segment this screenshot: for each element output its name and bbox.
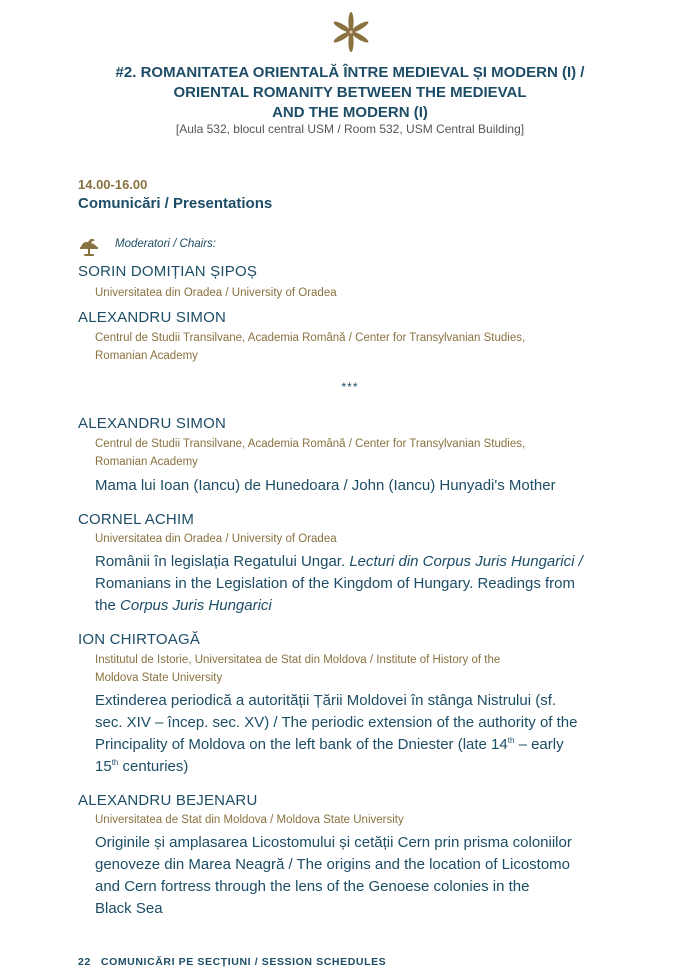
session-title-line: #2. ROMANITATEA ORIENTALĂ ÎNTRE MEDIEVAL ȘI MODERN (I) /: [115, 64, 585, 81]
title-text-italic: Corpus Juris Hungarici: [120, 597, 272, 614]
affiliation-line: Centrul de Studii Transilvane, Academia Română / Center for Transylvanian Studies,: [95, 438, 526, 450]
title-text: the: [95, 597, 121, 614]
chair-affiliation: Universitatea din Oradea / University of Oradea: [95, 287, 337, 299]
affiliation-line: Centrul de Studii Transilvane, Academia Română / Center for Transylvanian Studies,: [95, 332, 526, 344]
presenter-affiliation: Universitatea de Stat din Moldova / Moldova State University: [95, 814, 404, 826]
lectern-icon: [78, 236, 100, 258]
gold-six-petal-star-icon: [333, 12, 369, 52]
affiliation-line: Institutul de Istorie, Universitatea de Stat din Moldova / Institute of History of the: [95, 654, 501, 666]
session-time: 14.00-16.00: [78, 177, 148, 192]
title-text: Românii în legislația Regatului Ungar.: [95, 553, 350, 570]
title-text: – early: [514, 736, 564, 753]
ordinal-suffix: th: [111, 758, 119, 767]
chair-affiliation: [95, 329, 635, 365]
chairs-label: Moderatori / Chairs:: [115, 238, 216, 250]
session-title-line: AND THE MODERN (I): [272, 104, 428, 121]
page-footer: [78, 956, 386, 968]
title-text: Black Sea: [95, 900, 163, 917]
title-text: and Cern fortress through the lens of the Genoese colonies in the: [95, 878, 530, 895]
title-text: Extinderea periodică a autorității Țării Moldovei în stânga Nistrului (sf.: [95, 692, 557, 709]
affiliation-line: Romanian Academy: [95, 456, 198, 468]
chair-name: SORIN DOMIȚIAN ȘIPOȘ: [78, 263, 258, 280]
session-title: [0, 63, 700, 123]
presenter-name: CORNEL ACHIM: [78, 511, 195, 528]
affiliation-line: Moldova State University: [95, 672, 223, 684]
title-text: 15: [95, 758, 112, 775]
presenter-name: ION CHIRTOAGĂ: [78, 631, 201, 648]
presentation-title: [95, 551, 635, 617]
presenter-name: ALEXANDRU BEJENARU: [78, 792, 258, 809]
session-title-line: ORIENTAL ROMANITY BETWEEN THE MEDIEVAL: [173, 84, 527, 101]
title-text: Originile și amplasarea Licostomului și cetății Cern prin prisma coloniilor: [95, 834, 572, 851]
title-text: sec. XIV – încep. sec. XV) / The periodic extension of the authority of the: [95, 714, 578, 731]
page-number: 22: [78, 956, 91, 968]
chair-name: ALEXANDRU SIMON: [78, 309, 227, 326]
footer-section: COMUNICĂRI PE SECȚIUNI / SESSION SCHEDULES: [100, 956, 387, 968]
presenter-name: ALEXANDRU SIMON: [78, 415, 227, 432]
title-text-italic: Lecturi din Corpus Juris Hungarici /: [349, 553, 583, 570]
presenter-affiliation: [95, 651, 635, 687]
title-text: Romanians in the Legislation of the Kingdom of Hungary. Readings from: [95, 575, 575, 592]
presentation-title: [95, 690, 635, 778]
separator: ***: [341, 380, 359, 394]
presentation-title: Mama lui Ioan (Iancu) de Hunedoara / John (Iancu) Hunyadi's Mother: [95, 477, 556, 494]
room-location: [Aula 532, blocul central USM / Room 532, USM Central Building]: [175, 122, 525, 136]
presenter-affiliation: Universitatea din Oradea / University of Oradea: [95, 533, 337, 545]
title-text: Principality of Moldova on the left bank of the Dniester (late 14: [95, 736, 508, 753]
presenter-affiliation: [95, 435, 635, 471]
title-text: centuries): [118, 758, 189, 775]
ordinal-suffix: th: [507, 736, 515, 745]
title-text: genoveze din Marea Neagră / The origins and the location of Licostomo: [95, 856, 571, 873]
session-type: Comunicări / Presentations: [78, 195, 273, 212]
presentation-title: [95, 832, 635, 920]
affiliation-line: Romanian Academy: [95, 350, 198, 362]
